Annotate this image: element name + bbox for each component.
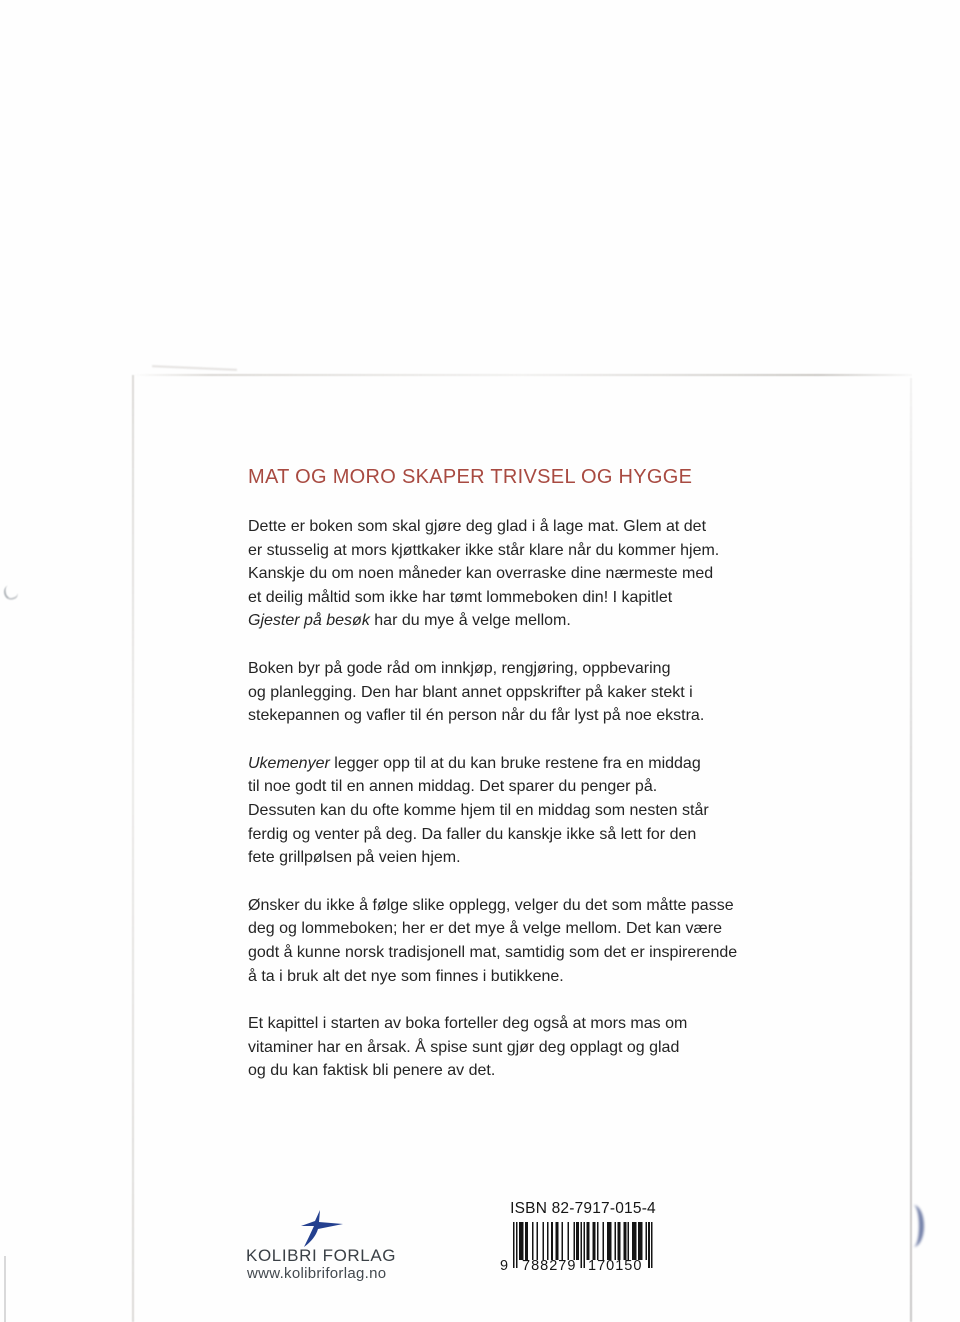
text-line: Boken byr på gode råd om innkjøp, rengjøring, oppbevaring xyxy=(248,659,671,677)
text-line: fete grillpølsen på veien hjem. xyxy=(248,849,461,867)
text-line: vitaminer har en årsak. Å spise sunt gjør deg opplagt og glad xyxy=(248,1038,680,1056)
barcode-digit-group1: 788279 xyxy=(522,1258,577,1274)
text-line: er stusselig at mors kjøttkaker ikke står klare når du kommer hjem. xyxy=(248,541,720,559)
text-line: Ukemenyer legger opp til at du kan bruke restene fra en middag xyxy=(248,754,701,772)
paragraph xyxy=(248,752,737,870)
text-line: å ta i bruk alt det nye som finnes i butikkene. xyxy=(248,967,564,985)
cover-right-edge-shadow xyxy=(910,378,912,1322)
scan-smudge-mark xyxy=(2,583,19,601)
cover-heading: MAT OG MORO SKAPER TRIVSEL OG HYGGE xyxy=(248,466,693,488)
paragraph xyxy=(248,894,737,988)
scan-crease-mark xyxy=(152,365,237,371)
text-line: Ønsker du ikke å følge slike opplegg, velger du det som måtte passe xyxy=(248,896,734,914)
text-line: Dette er boken som skal gjøre deg glad i å lage mat. Glem at det xyxy=(248,518,707,535)
body-paragraphs xyxy=(248,515,737,1107)
publisher-name: KOLIBRI FORLAG xyxy=(246,1246,397,1265)
paragraph xyxy=(248,657,737,728)
text-line: Et kapittel i starten av boka forteller deg også at mors mas om xyxy=(248,1015,688,1033)
scanner-edge-line xyxy=(4,1256,6,1322)
text-line: stekepannen og vafler til én person når du får lyst på noe ekstra. xyxy=(248,707,705,725)
cover-left-edge-shadow xyxy=(132,375,134,1322)
text-line: godt å kunne norsk tradisjonell mat, samtidig som det er inspirerende xyxy=(248,943,738,961)
text-line: Dessuten kan du ofte komme hjem til en middag som nesten står xyxy=(248,801,709,819)
publisher-website: www.kolibriforlag.no xyxy=(247,1265,387,1282)
text-line: ferdig og venter på deg. Da faller du kanskje ikke så lett for den xyxy=(248,825,697,843)
hummingbird-icon xyxy=(296,1209,346,1249)
text-line: Gjester på besøk har du mye å velge mellom. xyxy=(248,612,571,630)
text-line: et deilig måltid som ikke har tømt lommeboken din! I kapitlet xyxy=(248,588,673,606)
hummingbird-shape xyxy=(301,1210,343,1247)
paragraph xyxy=(248,515,737,633)
barcode-digit-prefix: 9 xyxy=(500,1258,509,1274)
text-line: deg og lommeboken; her er det mye å velge mellom. Det kan være xyxy=(248,920,723,938)
text-line: og du kan faktisk bli penere av det. xyxy=(248,1062,496,1080)
text-line: Kanskje du om noen måneder kan overraske dine nærmeste med xyxy=(248,565,714,583)
blue-ink-mark xyxy=(903,1205,924,1247)
text-line: til noe godt til en annen middag. Det sparer du penger på. xyxy=(248,778,658,796)
barcode-digits xyxy=(500,1258,670,1278)
paragraph xyxy=(248,1012,737,1083)
cover-top-edge-shadow xyxy=(133,374,912,376)
isbn-label: ISBN 82-7917-015-4 xyxy=(510,1200,656,1217)
barcode-digit-group2: 170150 xyxy=(588,1258,643,1274)
text-line: og planlegging. Den har blant annet oppskrifter på kaker stekt i xyxy=(248,683,693,701)
